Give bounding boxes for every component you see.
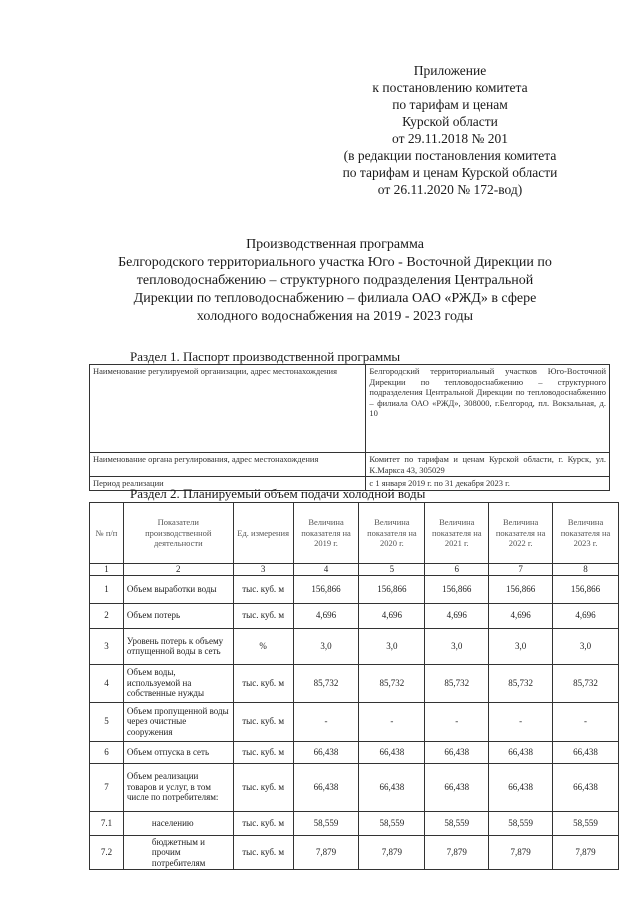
row-value: 156,866 bbox=[425, 575, 489, 603]
passport-value: с 1 января 2019 г. по 31 декабря 2023 г. bbox=[366, 477, 610, 491]
row-unit: % bbox=[233, 628, 293, 664]
title-line: тепловодоснабжению – структурного подразделения Центральной bbox=[136, 273, 534, 288]
column-header: Величина показателя на 2022 г. bbox=[489, 503, 553, 564]
row-value: - bbox=[425, 702, 489, 741]
row-value: 4,696 bbox=[553, 603, 619, 628]
passport-label: Наименование органа регулирования, адрес местонахождения bbox=[90, 453, 366, 477]
table-row bbox=[90, 835, 619, 870]
column-header: Величина показателя на 2023 г. bbox=[553, 503, 619, 564]
column-number: 1 bbox=[90, 564, 124, 576]
row-unit: тыс. куб. м bbox=[233, 664, 293, 702]
row-number: 7 bbox=[90, 763, 124, 811]
appendix-line: Курской области bbox=[402, 114, 498, 129]
row-value: 7,879 bbox=[553, 835, 619, 870]
title-line: холодного водоснабжения на 2019 - 2023 годы bbox=[196, 309, 474, 324]
row-value: 66,438 bbox=[553, 741, 619, 763]
row-value: 3,0 bbox=[293, 628, 359, 664]
table-row bbox=[90, 575, 619, 603]
row-value: - bbox=[489, 702, 553, 741]
row-value: 7,879 bbox=[293, 835, 359, 870]
appendix-line: по тарифам и ценам bbox=[392, 97, 508, 112]
row-value: 7,879 bbox=[359, 835, 425, 870]
table-header-row bbox=[90, 503, 619, 564]
document-title bbox=[70, 236, 600, 326]
table-row bbox=[90, 365, 610, 453]
row-name: Объем пропущенной воды через очистные сооружения bbox=[123, 702, 233, 741]
row-unit: тыс. куб. м bbox=[233, 811, 293, 835]
title-line: Производственная программа bbox=[246, 237, 424, 252]
row-name: населению bbox=[123, 811, 233, 835]
row-value: 66,438 bbox=[489, 741, 553, 763]
row-value: 3,0 bbox=[425, 628, 489, 664]
row-unit: тыс. куб. м bbox=[233, 702, 293, 741]
volume-table bbox=[89, 502, 619, 870]
row-value: 3,0 bbox=[489, 628, 553, 664]
row-value: 4,696 bbox=[425, 603, 489, 628]
row-unit: тыс. куб. м bbox=[233, 603, 293, 628]
row-value: - bbox=[359, 702, 425, 741]
row-value: 156,866 bbox=[553, 575, 619, 603]
passport-label: Наименование регулируемой организации, адрес местонахождения bbox=[90, 365, 366, 453]
appendix-line: от 26.11.2020 № 172-вод) bbox=[377, 182, 523, 197]
passport-label: Период реализации bbox=[90, 477, 366, 491]
row-value: 156,866 bbox=[489, 575, 553, 603]
row-name: Объем отпуска в сеть bbox=[123, 741, 233, 763]
table-row bbox=[90, 741, 619, 763]
column-number: 2 bbox=[123, 564, 233, 576]
row-value: 85,732 bbox=[489, 664, 553, 702]
table-row bbox=[90, 628, 619, 664]
row-value: 7,879 bbox=[489, 835, 553, 870]
row-name: Объем выработки воды bbox=[123, 575, 233, 603]
row-value: 66,438 bbox=[359, 741, 425, 763]
row-number: 6 bbox=[90, 741, 124, 763]
row-value: - bbox=[293, 702, 359, 741]
row-name: Объем воды, используемой на собственные нужды bbox=[123, 664, 233, 702]
row-value: 58,559 bbox=[553, 811, 619, 835]
row-value: 58,559 bbox=[489, 811, 553, 835]
table-row bbox=[90, 811, 619, 835]
table-row bbox=[90, 702, 619, 741]
appendix-line: к постановлению комитета bbox=[372, 80, 528, 95]
row-value: 3,0 bbox=[359, 628, 425, 664]
row-value: 4,696 bbox=[489, 603, 553, 628]
passport-table bbox=[89, 364, 610, 491]
table-row bbox=[90, 453, 610, 477]
passport-value: Белгородский территориальный участков Юго-Восточной Дирекции по тепловодоснабжению – структурного подразделения Центральной Дирекции по тепловодоснабжению – филиала ОАО «РЖД», 308000, г.Белгород, пл. Вокзальная, д. 10 bbox=[366, 365, 610, 453]
row-value: 66,438 bbox=[293, 763, 359, 811]
column-number: 8 bbox=[553, 564, 619, 576]
row-value: 66,438 bbox=[425, 763, 489, 811]
row-number: 7.2 bbox=[90, 835, 124, 870]
row-number: 4 bbox=[90, 664, 124, 702]
appendix-line: по тарифам и ценам Курской области bbox=[342, 165, 558, 180]
row-value: 156,866 bbox=[293, 575, 359, 603]
row-value: 58,559 bbox=[425, 811, 489, 835]
row-unit: тыс. куб. м bbox=[233, 575, 293, 603]
row-value: 156,866 bbox=[359, 575, 425, 603]
title-line: Белгородского территориального участка Юго - Восточной Дирекции по bbox=[118, 255, 552, 270]
row-number: 3 bbox=[90, 628, 124, 664]
row-number: 1 bbox=[90, 575, 124, 603]
column-header: Ед. измерения bbox=[233, 503, 293, 564]
row-name: Уровень потерь к объему отпущенной воды в сеть bbox=[123, 628, 233, 664]
column-header: Величина показателя на 2020 г. bbox=[359, 503, 425, 564]
row-value: 66,438 bbox=[425, 741, 489, 763]
column-header: Величина показателя на 2021 г. bbox=[425, 503, 489, 564]
column-number-row bbox=[90, 564, 619, 576]
title-line: Дирекции по тепловодоснабжению – филиала ОАО «РЖД» в сфере bbox=[133, 291, 537, 306]
row-number: 7.1 bbox=[90, 811, 124, 835]
column-header: Величина показателя на 2019 г. bbox=[293, 503, 359, 564]
row-value: 66,438 bbox=[489, 763, 553, 811]
table-row bbox=[90, 763, 619, 811]
row-value: 85,732 bbox=[359, 664, 425, 702]
appendix-line: Приложение bbox=[413, 63, 487, 78]
row-name: Объем реализации товаров и услуг, в том числе по потребителям: bbox=[123, 763, 233, 811]
appendix-line: от 29.11.2018 № 201 bbox=[392, 131, 508, 146]
row-value: 3,0 bbox=[553, 628, 619, 664]
row-unit: тыс. куб. м bbox=[233, 763, 293, 811]
row-name: Объем потерь bbox=[123, 603, 233, 628]
row-value: 85,732 bbox=[553, 664, 619, 702]
row-unit: тыс. куб. м bbox=[233, 835, 293, 870]
row-value: 66,438 bbox=[359, 763, 425, 811]
row-number: 2 bbox=[90, 603, 124, 628]
table-row bbox=[90, 664, 619, 702]
column-header: № п/п bbox=[90, 503, 124, 564]
column-number: 5 bbox=[359, 564, 425, 576]
column-number: 6 bbox=[425, 564, 489, 576]
column-header: Показатели производственной деятельности bbox=[123, 503, 233, 564]
table-row bbox=[90, 603, 619, 628]
row-number: 5 bbox=[90, 702, 124, 741]
appendix-block bbox=[300, 62, 600, 198]
passport-value: Комитет по тарифам и ценам Курской области, г. Курск, ул. К.Маркса 43, 305029 bbox=[366, 453, 610, 477]
row-value: - bbox=[553, 702, 619, 741]
row-value: 7,879 bbox=[425, 835, 489, 870]
row-value: 58,559 bbox=[359, 811, 425, 835]
section1-heading: Раздел 1. Паспорт производственной программы bbox=[130, 349, 401, 364]
column-number: 3 bbox=[233, 564, 293, 576]
column-number: 7 bbox=[489, 564, 553, 576]
row-unit: тыс. куб. м bbox=[233, 741, 293, 763]
row-value: 66,438 bbox=[293, 741, 359, 763]
row-value: 58,559 bbox=[293, 811, 359, 835]
appendix-line: (в редакции постановления комитета bbox=[343, 148, 557, 163]
row-name: бюджетным и прочим потребителям bbox=[123, 835, 233, 870]
column-number: 4 bbox=[293, 564, 359, 576]
section2-heading: Раздел 2. Планируемый объем подачи холодной воды bbox=[130, 486, 426, 501]
row-value: 66,438 bbox=[553, 763, 619, 811]
row-value: 4,696 bbox=[293, 603, 359, 628]
row-value: 85,732 bbox=[293, 664, 359, 702]
row-value: 85,732 bbox=[425, 664, 489, 702]
row-value: 4,696 bbox=[359, 603, 425, 628]
